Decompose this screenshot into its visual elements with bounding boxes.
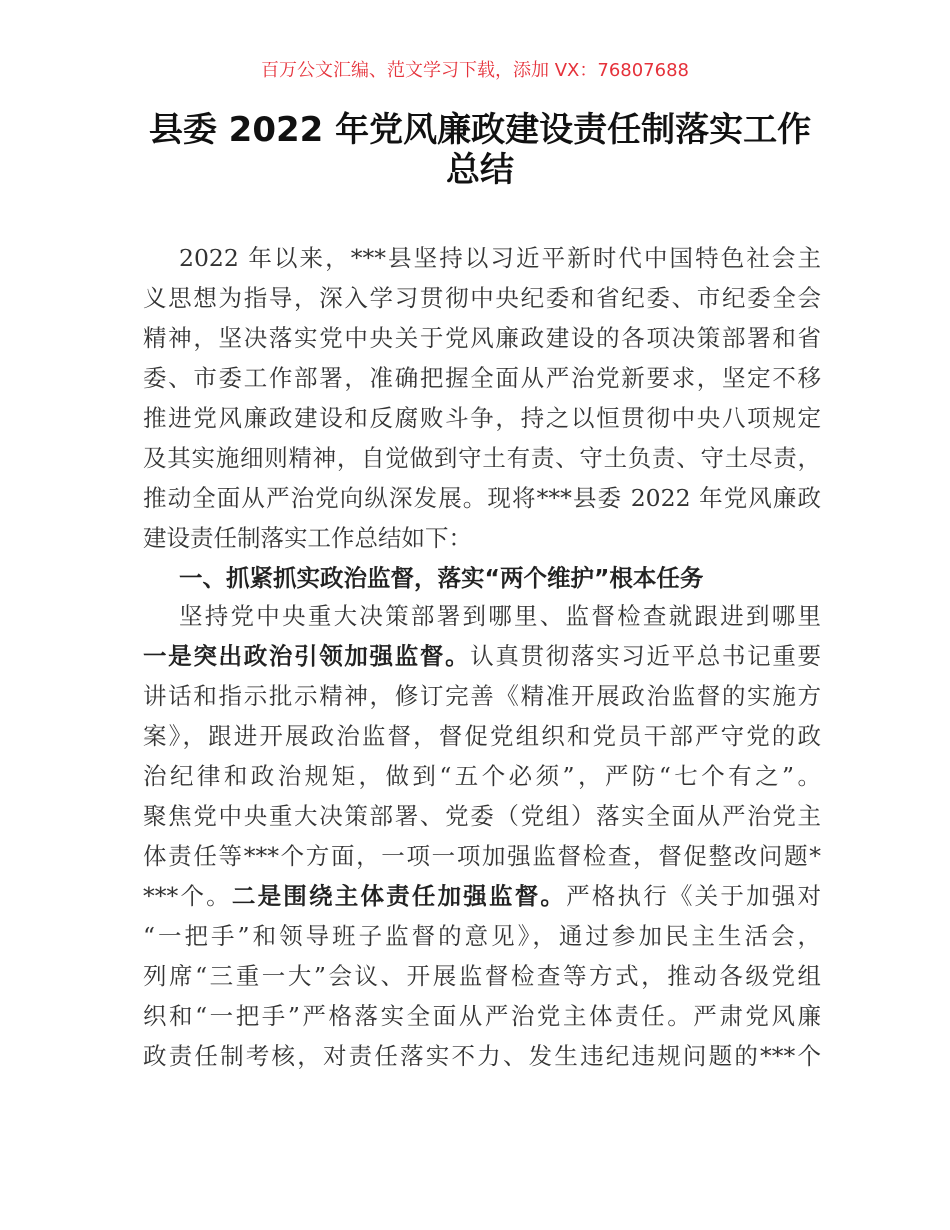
text-segment: 织和“一把手”严格落实全面从严治党主体责任。严肃党风廉 xyxy=(143,1002,821,1030)
text-line xyxy=(143,796,821,836)
text-segment: 及其实施细则精神，自觉做到守土有责、守土负责、守土尽责， xyxy=(143,444,821,472)
text-segment: 治纪律和政治规矩，做到“五个必须”，严防“七个有之”。 xyxy=(143,762,821,790)
text-segment: 推动全面从严治党向纵深发展。现将***县委 2022 年党风廉政 xyxy=(143,484,821,512)
text-line xyxy=(143,358,821,398)
text-line xyxy=(143,956,821,996)
bold-lead-phrase: 二是围绕主体责任加强监督。 xyxy=(231,882,567,910)
text-segment: ***个。 xyxy=(143,882,232,910)
text-segment: 委、市委工作部署，准确把握全面从严治党新要求，坚定不移 xyxy=(143,364,821,392)
watermark-banner: 百万公文汇编、范文学习下载，添加 VX：76807688 xyxy=(261,60,689,81)
text-line xyxy=(143,518,821,558)
text-segment: 列席“三重一大”会议、开展监督检查等方式，推动各级党组 xyxy=(143,962,821,990)
text-line xyxy=(143,676,821,716)
text-line xyxy=(143,716,821,756)
text-segment: 建设责任制落实工作总结如下： xyxy=(143,524,472,552)
text-line xyxy=(143,478,821,518)
text-line xyxy=(143,916,821,956)
text-segment: “一把手”和领导班子监督的意见》，通过参加民主生活会， xyxy=(143,922,821,950)
text-line xyxy=(143,636,821,676)
text-line xyxy=(143,318,821,358)
text-line xyxy=(143,876,821,916)
text-line xyxy=(143,836,821,876)
text-line xyxy=(143,1036,821,1076)
text-segment: 坚持党中央重大决策部署到哪里、监督检查就跟进到哪里 xyxy=(179,602,821,630)
text-segment: 认真贯彻落实习近平总书记重要 xyxy=(470,642,821,670)
title-line-1: 县委 2022 年党风廉政建设责任制落实工作 xyxy=(148,110,812,150)
text-line xyxy=(143,996,821,1036)
text-line xyxy=(143,756,821,796)
document-body xyxy=(143,238,821,1076)
section-heading xyxy=(143,558,821,596)
text-line xyxy=(143,438,821,478)
text-line xyxy=(143,596,821,636)
text-segment: 2022 年以来，***县坚持以习近平新时代中国特色社会主 xyxy=(179,244,821,272)
text-segment: 精神，坚决落实党中央关于党风廉政建设的各项决策部署和省 xyxy=(143,324,821,352)
text-line xyxy=(143,398,821,438)
text-segment: 体责任等***个方面，一项一项加强监督检查，督促整改问题* xyxy=(143,842,821,870)
text-line xyxy=(143,278,821,318)
text-segment: 案》，跟进开展政治监督，督促党组织和党员干部严守党的政 xyxy=(143,722,821,750)
text-segment: 义思想为指导，深入学习贯彻中央纪委和省纪委、市纪委全会 xyxy=(143,284,821,312)
bold-lead-phrase: 一是突出政治引领加强监督。 xyxy=(143,642,471,670)
text-segment: 讲话和指示批示精神，修订完善《精准开展政治监督的实施方 xyxy=(143,682,821,710)
text-line xyxy=(143,238,821,278)
text-segment: 聚焦党中央重大决策部署、党委（党组）落实全面从严治党主 xyxy=(143,802,821,830)
text-segment: 政责任制考核，对责任落实不力、发生违纪违规问题的***个 xyxy=(143,1042,821,1070)
text-segment: 推进党风廉政建设和反腐败斗争，持之以恒贯彻中央八项规定 xyxy=(143,404,821,432)
title-line-2: 总结 xyxy=(446,150,514,190)
document-title xyxy=(140,110,820,190)
text-segment: 一、抓紧抓实政治监督，落实“两个维护”根本任务 xyxy=(179,564,704,592)
text-segment: 严格执行《关于加强对 xyxy=(566,882,822,910)
